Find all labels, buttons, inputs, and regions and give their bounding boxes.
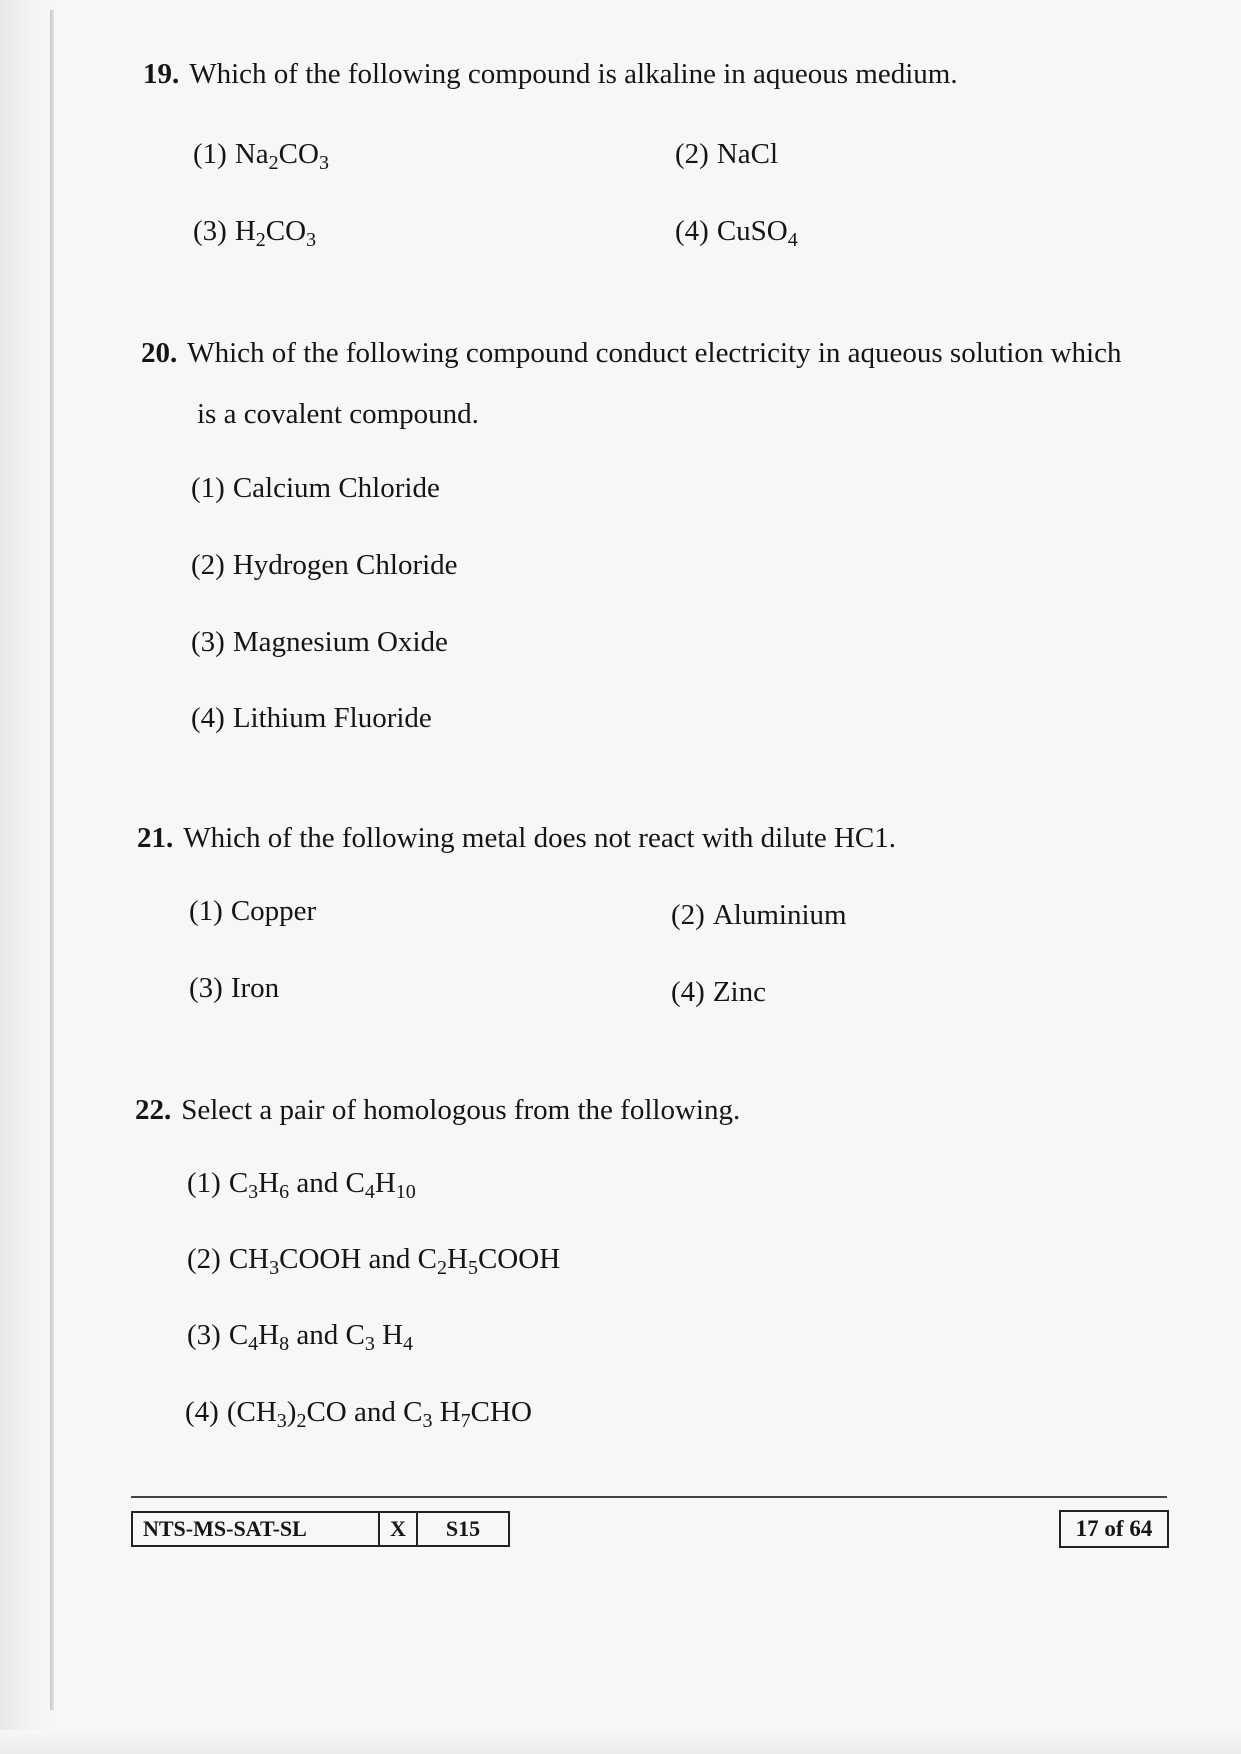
question-19 xyxy=(143,57,958,91)
formula-subscript: 4 xyxy=(364,1181,375,1203)
formula-subscript: 2 xyxy=(268,152,279,174)
question-text: Which of the following metal does not react with dilute HC1. xyxy=(183,822,897,854)
formula-part: CO xyxy=(278,138,319,170)
binding-fold xyxy=(50,10,54,1710)
formula-subscript: 2 xyxy=(437,1257,448,1279)
formula-part: H xyxy=(432,1396,461,1428)
question-text: Select a pair of homologous from the following. xyxy=(181,1094,741,1126)
question-21 xyxy=(137,821,896,855)
question-text-line-2: is a covalent compound. xyxy=(197,398,479,430)
formula-subscript: 3 xyxy=(248,1181,259,1203)
option-label: Magnesium Oxide xyxy=(232,626,448,658)
q20-option-1 xyxy=(191,471,440,505)
formula-part: ) xyxy=(286,1396,297,1428)
option-number: (1) xyxy=(189,895,223,927)
formula-subscript: 6 xyxy=(279,1181,290,1203)
formula-subscript: 2 xyxy=(255,229,266,251)
formula-part: H xyxy=(234,215,256,247)
q19-option-4 xyxy=(675,214,798,251)
class-label: X xyxy=(378,1513,416,1545)
option-number: (1) xyxy=(193,138,227,170)
formula-part: H xyxy=(258,1319,280,1351)
option-label: Iron xyxy=(230,972,280,1004)
option-number: (4) xyxy=(675,215,709,247)
formula-part: Na xyxy=(234,138,269,170)
formula-part: C xyxy=(228,1167,249,1199)
question-text: Which of the following compound is alkaline in aqueous medium. xyxy=(189,58,958,90)
option-label: Calcium Chloride xyxy=(232,472,440,504)
question-number: 21. xyxy=(137,822,174,854)
option-number: (4) xyxy=(191,702,225,734)
q19-option-1 xyxy=(193,137,329,174)
option-number: (2) xyxy=(675,138,709,170)
formula-part: H xyxy=(374,1319,404,1351)
q20-option-2 xyxy=(191,548,458,582)
formula-subscript: 3 xyxy=(422,1410,433,1432)
paper-code: NTS-MS-SAT-SL xyxy=(143,1516,307,1541)
question-number: 22. xyxy=(135,1094,172,1126)
formula-subscript: 5 xyxy=(467,1257,478,1279)
formula-part: COOH and C xyxy=(279,1243,438,1275)
formula-part: CHO xyxy=(470,1396,532,1428)
q20-option-4 xyxy=(191,701,432,735)
q20-option-3 xyxy=(191,625,448,659)
question-20 xyxy=(141,336,1121,370)
question-number: 19. xyxy=(143,58,180,90)
formula-subscript: 3 xyxy=(306,229,317,251)
formula-part: and C xyxy=(289,1167,365,1199)
formula-part: (CH xyxy=(226,1396,277,1428)
formula-subscript: 10 xyxy=(395,1181,416,1203)
q21-option-2 xyxy=(671,898,847,932)
formula-subscript: 3 xyxy=(318,152,329,174)
formula-subscript: 3 xyxy=(269,1257,280,1279)
series-label: S15 xyxy=(416,1513,508,1545)
formula-part: CuSO xyxy=(716,215,788,247)
bottom-scan-edge xyxy=(0,1730,1241,1754)
formula-subscript: 7 xyxy=(460,1410,471,1432)
question-22 xyxy=(135,1093,740,1127)
option-label: Zinc xyxy=(712,976,766,1008)
formula-subscript: 8 xyxy=(279,1333,290,1355)
q22-option-3 xyxy=(187,1318,414,1355)
option-number: (4) xyxy=(185,1396,219,1428)
formula-subscript: 4 xyxy=(248,1333,259,1355)
q19-option-2 xyxy=(675,137,778,171)
q22-option-2 xyxy=(187,1242,561,1279)
formula-part: CO xyxy=(265,215,307,247)
q21-option-3 xyxy=(189,971,279,1005)
question-20-continued xyxy=(197,397,479,431)
option-number: (2) xyxy=(671,899,705,931)
question-number: 20. xyxy=(141,337,178,369)
page-number: 17 of 64 xyxy=(1059,1510,1169,1548)
formula-part: NaCl xyxy=(716,138,779,170)
formula-part: COOH xyxy=(477,1243,561,1275)
option-number: (3) xyxy=(187,1319,221,1351)
option-number: (1) xyxy=(187,1167,221,1199)
footer-code-box xyxy=(131,1511,510,1547)
option-label: Copper xyxy=(230,895,317,927)
q22-option-1 xyxy=(187,1166,416,1203)
formula-part: C xyxy=(228,1319,249,1351)
formula-part: CH xyxy=(228,1243,270,1275)
option-number: (3) xyxy=(193,215,227,247)
footer-rule xyxy=(131,1496,1167,1498)
option-number: (2) xyxy=(187,1243,221,1275)
option-number: (3) xyxy=(191,626,225,658)
option-number: (3) xyxy=(189,972,223,1004)
option-label: Hydrogen Chloride xyxy=(232,549,458,581)
formula-subscript: 4 xyxy=(787,229,798,251)
formula-part: CO and C xyxy=(306,1396,423,1428)
question-text-line-1: Which of the following compound conduct electricity in aqueous solution which xyxy=(187,337,1122,369)
option-number: (4) xyxy=(671,976,705,1008)
q19-option-3 xyxy=(193,214,317,251)
q21-option-1 xyxy=(189,894,316,928)
formula-part: H xyxy=(258,1167,280,1199)
formula-part: H xyxy=(374,1167,396,1199)
option-label: Lithium Fluoride xyxy=(232,702,432,734)
formula-subscript: 3 xyxy=(276,1410,287,1432)
formula-subscript: 4 xyxy=(403,1333,414,1355)
option-number: (1) xyxy=(191,472,225,504)
q22-option-4 xyxy=(185,1395,532,1432)
q21-option-4 xyxy=(671,975,766,1009)
option-label: Aluminium xyxy=(712,899,847,931)
formula-part: and C xyxy=(289,1319,365,1351)
option-number: (2) xyxy=(191,549,225,581)
page-margin-shadow xyxy=(0,0,52,1754)
formula-subscript: 3 xyxy=(364,1333,375,1355)
formula-part: H xyxy=(447,1243,468,1275)
formula-subscript: 2 xyxy=(296,1410,307,1432)
